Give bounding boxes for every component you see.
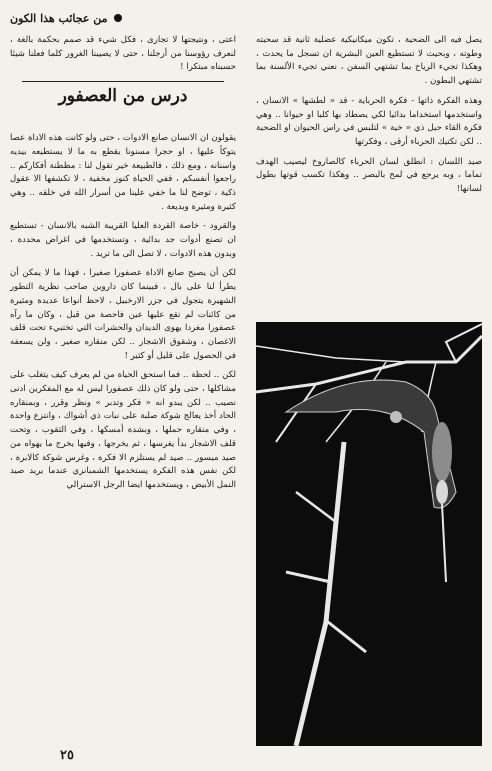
paragraph: والقرود - خاصة القردة العليا القريبة الشبه بالانسان - تستطيع ان تصنع أدوات جد بدائية ، وتستخدمها في اغراض محددة ، وبدون هذه الادوات ، لا تصل الى ما تريد . [10, 221, 236, 259]
right-column [256, 34, 482, 203]
left-column [10, 34, 236, 499]
paragraph: يقولون ان الانسان صانع الادوات ، حتى ولو كانت هذه الاداة عصا يتوكأ عليها ، او حجرا مسنونا يقطع به ما لا يستطيعه بيديه واسنانه ، ومع ذلك ، فالطبيعة خير تقول لنا : مظطنة أفكاركم .. راجعوا أنفسكم ، ففي الحياة كنوز مخفية ، لا تكشفها الا عقول ذكية ، توضح لنا ما خفي علينا من أسرار الله في خلقه .. وهي كثيرة ومثيرة وبديعة . [10, 133, 236, 212]
paragraph: يصل فيه الى الضحية ، تكون ميكانيكية عضلية ثانية قد سحبته وطوته ، وبحيث لا تستطيع العين البشرية ان تسجل ما يحدث ، وهكذا تجيء الرياح بما تشتهي السفن ، نعني تجيء الألسنة بما تشتهي البطون . [256, 35, 482, 87]
running-header [10, 8, 482, 28]
paragraph: وهذه الفكرة ذاتها - فكرة الحرباية - قد « لطشها » الانسان ، واستخدمها استخداما بدائيا لكي يصطاد بها كلبا او حيوانا .. وهي فكرة القاء حبل ذي « خية » لتلبس في راس الحيوان او الضحية .. لكن تكتيك الحرباء أرقى ، وفكرتها [256, 95, 482, 147]
section-title: درس من العصفور [22, 81, 224, 124]
chameleon-photo [256, 322, 482, 746]
paragraph: لكن أن يصبح صانع الاداة عصفورا صغيرا ، فهذا ما لا يمكن أن يطرأ لنا على بال ، فبينما كان داروين صاحب نظرية التطور الشهيرة يتجول في جزر الارخبيل ، لاحظ أنواعا عديدة ومثيرة من كائنات لم تقع عليها عين فاحصة من قبل ، وكان ما رآه عصفورا مغردا يهوى الديدان والحشرات التي تختبيء تحت قلف الاغصان ، وشقوق الاشجار .. لكن منقاره صغير ، ولن يسعفه في الحصول على قليل أو كثير ! [10, 268, 236, 361]
bullet-icon [114, 14, 122, 22]
chameleon-illustration [256, 322, 482, 746]
intro-paragraph: اعتى ، ونتيجتها لا تجارى ، فكل شيء قد صمم بحكمة بالغة ، لنعرف رؤوسنا من أرجلنا ، حتى لا يصيبنا الغرور كلما فعلنا شيئا حسبناه مبتكرا ! [10, 35, 236, 73]
photo-caption: صيد اللسان : انطلق لسان الحرباء كالصاروخ ليصيب الهدف تماما ، وبه يرجع في لمح بالبصر .. وهكذا تكسب قوتها بطول لسانها! [256, 156, 482, 195]
paragraph: لكن .. لحظة .. فما استحق الحياة من لم يعرف كيف يتغلب على مشاكلها ، حتى ولو كان ذلك عصفورا ليس له مع المفكرين ادنى نصيب .. لكن يبدو انه « فكر وتدبر » ونظر وقرر ، وبمنقاره الحاد أخذ يعالج شوكة صلبة على نبات ذي أشواك ، وانتزع واحدة ، وفي منقاره حملها ، وبشدة أمسكها ، وفي الثقوب ، وتحت قلف الاشجار بدأ يغرسها ، ثم يخرجها ، وفيها يخرج ما يهواه من صيد ميسور .. صيد لم يستلزم الا فكرة ، وغرس شوكة كالابرة ، لكن نفس هذه الفكرة يستخدمها الشمبانزي عندما يريد صيد النمل الأبيض ، ويستخدمها ايضا الرجل الاسترالي [10, 370, 236, 490]
page-number: ٢٥ [60, 748, 74, 763]
header-title: من عجائب هذا الكون [10, 11, 108, 25]
